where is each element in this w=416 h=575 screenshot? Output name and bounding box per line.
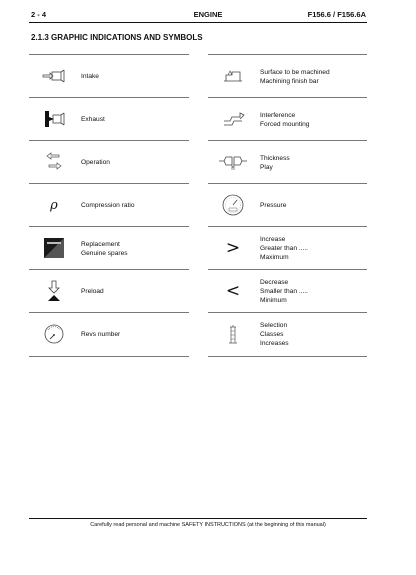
symbol-cell (29, 269, 189, 313)
symbol-cell (208, 183, 367, 227)
symbol-label: Thickness Play (260, 154, 290, 171)
symbol-label: Decrease Smaller than ..... Minimum (260, 279, 309, 304)
symbol-cell (29, 312, 189, 357)
symbol-cell (29, 226, 189, 270)
symbol-label: Pressure (260, 202, 287, 209)
symbol-label: Operation (81, 159, 110, 166)
table-row (29, 269, 367, 312)
selection-classes-icon (216, 319, 250, 349)
less-than-icon: < (225, 281, 241, 301)
header-divider (29, 22, 367, 23)
symbols-table (29, 54, 367, 355)
table-row (29, 54, 367, 97)
safety-footer: Carefully read personal and machine SAFETY INSTRUCTIONS (at the beginning of this manual) (90, 522, 326, 528)
table-row (29, 140, 367, 183)
footer-divider (29, 518, 367, 519)
revs-number-icon (37, 319, 71, 349)
symbol-cell (29, 54, 189, 98)
symbol-cell (208, 226, 367, 270)
symbol-label: Replacement Genuine spares (81, 240, 128, 257)
interference-icon (216, 104, 250, 134)
greater-than-icon: > (225, 238, 241, 258)
symbol-cell (208, 312, 367, 357)
engine-model: F156.6 / F156.6A (307, 10, 366, 19)
section-name: ENGINE (193, 10, 223, 19)
symbol-label: Compression ratio (81, 202, 135, 209)
symbol-label: Preload (81, 288, 104, 295)
symbol-label: Interference Forced mounting (260, 111, 310, 128)
symbol-label: Revs number (81, 331, 121, 338)
table-row (29, 97, 367, 140)
operation-icon (37, 147, 71, 177)
pressure-gauge-icon (216, 190, 250, 220)
preload-icon (37, 276, 71, 306)
symbol-label: Intake (81, 73, 99, 80)
symbol-label: Surface to be machined Machining finish bar (260, 68, 330, 85)
intake-icon (37, 61, 71, 91)
thickness-icon (216, 147, 250, 177)
symbol-label: Selection Classes Increases (260, 322, 289, 347)
symbol-cell (208, 140, 367, 184)
symbol-cell (29, 97, 189, 141)
symbol-cell (29, 140, 189, 184)
exhaust-icon (37, 104, 71, 134)
symbol-cell (29, 183, 189, 227)
symbol-label: Exhaust (81, 116, 105, 123)
table-row (29, 312, 367, 355)
page-header (0, 0, 416, 20)
table-row (29, 226, 367, 269)
surface-machined-icon (216, 61, 250, 91)
symbol-cell (208, 54, 367, 98)
compression-ratio-icon: ρ (50, 197, 58, 213)
genuine-spares-icon (37, 233, 71, 263)
section-title: 2.1.3 GRAPHIC INDICATIONS AND SYMBOLS (31, 33, 203, 42)
symbol-cell (208, 269, 367, 313)
symbol-label: Increase Greater than ..... Maximum (260, 236, 309, 261)
symbol-cell (208, 97, 367, 141)
table-row (29, 183, 367, 226)
page-number: 2 - 4 (31, 10, 47, 19)
